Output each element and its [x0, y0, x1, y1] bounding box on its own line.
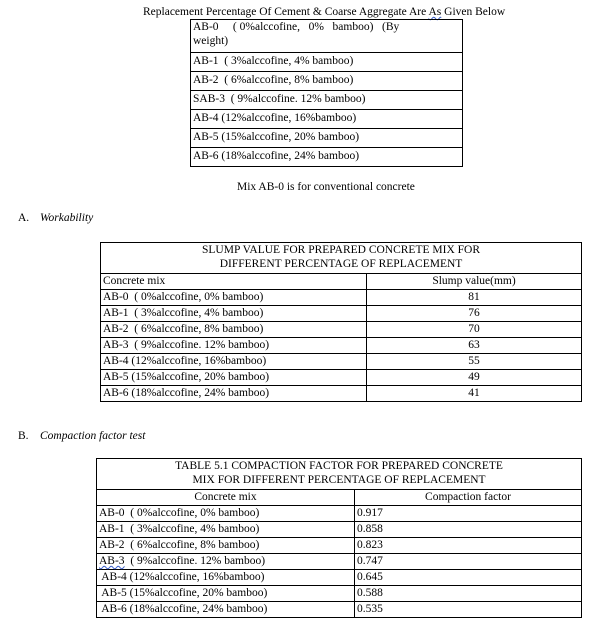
slump-col-mix-header: Concrete mix — [101, 274, 367, 290]
slump-mix-cell: AB-2 ( 6%alccofine, 8% bamboo) — [101, 322, 367, 338]
compaction-mix-cell: AB-6 (18%alccofine, 24% bamboo) — [97, 602, 355, 618]
section-a-title: Workability — [40, 212, 94, 224]
table-row — [97, 586, 582, 602]
table-row — [191, 20, 463, 53]
slump-value-cell: 49 — [367, 370, 582, 386]
section-b-heading — [18, 430, 145, 442]
replacement-table — [190, 19, 463, 167]
compaction-value-cell: 0.747 — [355, 554, 582, 570]
slump-value-cell: 55 — [367, 354, 582, 370]
slump-title-line1: SLUMP VALUE FOR PREPARED CONCRETE MIX FOR — [202, 244, 480, 256]
compaction-title-line1: TABLE 5.1 COMPACTION FACTOR FOR PREPARED CONCRETE — [175, 460, 503, 472]
slump-mix-cell: AB-4 (12%alccofine, 16%bamboo) — [101, 354, 367, 370]
table-row — [101, 338, 582, 354]
slump-mix-cell: AB-0 ( 0%alccofine, 0% bamboo) — [101, 290, 367, 306]
section-b-number: B. — [18, 430, 29, 442]
section-a-number: A. — [18, 212, 30, 224]
compaction-col-mix-header: Concrete mix — [97, 490, 355, 506]
slump-value-cell: 81 — [367, 290, 582, 306]
compaction-value-cell: 0.917 — [355, 506, 582, 522]
table-row — [97, 602, 582, 618]
compaction-title-line2: MIX FOR DIFFERENT PERCENTAGE OF REPLACEMENT — [192, 474, 486, 486]
slump-table — [100, 242, 582, 402]
table-row — [97, 506, 582, 522]
table-row — [191, 91, 463, 110]
compaction-col-value-header: Compaction factor — [355, 490, 582, 506]
replacement-caption — [143, 6, 505, 18]
table-header-row — [101, 274, 582, 290]
table-header-row — [97, 490, 582, 506]
section-b-title: Compaction factor test — [40, 430, 146, 442]
table-row — [191, 110, 463, 129]
compaction-table — [96, 458, 582, 618]
slump-mix-cell: AB-1 ( 3%alccofine, 4% bamboo) — [101, 306, 367, 322]
table-row — [101, 306, 582, 322]
table-row — [101, 370, 582, 386]
replacement-cell: AB-6 (18%alccofine, 24% bamboo) — [191, 148, 463, 167]
slump-col-value-header: Slump value(mm) — [367, 274, 582, 290]
slump-value-cell: 41 — [367, 386, 582, 402]
section-a-heading — [18, 212, 93, 224]
table-row — [97, 522, 582, 538]
table-title-row — [97, 459, 582, 490]
table-row — [191, 72, 463, 91]
replacement-caption-suffix: Given Below — [441, 6, 506, 18]
slump-mix-cell: AB-5 (15%alccofine, 20% bamboo) — [101, 370, 367, 386]
compaction-mix-cell: AB-2 ( 6%alccofine, 8% bamboo) — [97, 538, 355, 554]
compaction-mix-cell: AB-5 (15%alccofine, 20% bamboo) — [97, 586, 355, 602]
replacement-cell — [191, 20, 463, 53]
replacement-cell: AB-2 ( 6%alccofine, 8% bamboo) — [191, 72, 463, 91]
compaction-value-cell: 0.535 — [355, 602, 582, 618]
slump-mix-cell: AB-6 (18%alccofine, 24% bamboo) — [101, 386, 367, 402]
replacement-caption-as: As — [428, 6, 442, 18]
replacement-caption-prefix: Replacement Percentage Of Cement & Coarse Aggregate Are — [143, 6, 429, 18]
table-row — [191, 148, 463, 167]
replacement-note: Mix AB-0 is for conventional concrete — [237, 181, 415, 193]
compaction-mix-cell: AB-0 ( 0%alccofine, 0% bamboo) — [97, 506, 355, 522]
table-row — [97, 554, 582, 570]
replacement-cell: AB-5 (15%alccofine, 20% bamboo) — [191, 129, 463, 148]
compaction-mix-cell — [97, 554, 355, 570]
compaction-table-title — [97, 459, 582, 490]
compaction-mix-ab3-code: AB-3 — [99, 555, 125, 567]
compaction-mix-cell: AB-1 ( 3%alccofine, 4% bamboo) — [97, 522, 355, 538]
slump-table-title — [101, 243, 582, 274]
compaction-mix-cell: AB-4 (12%alccofine, 16%bamboo) — [97, 570, 355, 586]
table-row — [97, 570, 582, 586]
slump-mix-cell: AB-3 ( 9%alccofine. 12% bamboo) — [101, 338, 367, 354]
replacement-row-0-line2: weight) — [193, 35, 229, 47]
compaction-value-cell: 0.645 — [355, 570, 582, 586]
table-row — [191, 129, 463, 148]
table-row — [101, 354, 582, 370]
table-row — [97, 538, 582, 554]
slump-value-cell: 70 — [367, 322, 582, 338]
compaction-mix-ab3-desc: ( 9%alccofine. 12% bamboo) — [124, 555, 266, 567]
replacement-cell: AB-1 ( 3%alccofine, 4% bamboo) — [191, 53, 463, 72]
replacement-cell: SAB-3 ( 9%alccofine. 12% bamboo) — [191, 91, 463, 110]
compaction-value-cell: 0.823 — [355, 538, 582, 554]
table-row — [101, 322, 582, 338]
compaction-value-cell: 0.588 — [355, 586, 582, 602]
table-row — [101, 386, 582, 402]
table-title-row — [101, 243, 582, 274]
slump-value-cell: 63 — [367, 338, 582, 354]
table-row — [101, 290, 582, 306]
slump-value-cell: 76 — [367, 306, 582, 322]
slump-title-line2: DIFFERENT PERCENTAGE OF REPLACEMENT — [219, 258, 463, 270]
replacement-row-0-line1: AB-0 ( 0%alccofine, 0% bamboo) (By — [193, 21, 400, 33]
replacement-cell: AB-4 (12%alccofine, 16%bamboo) — [191, 110, 463, 129]
compaction-value-cell: 0.858 — [355, 522, 582, 538]
table-row — [191, 53, 463, 72]
